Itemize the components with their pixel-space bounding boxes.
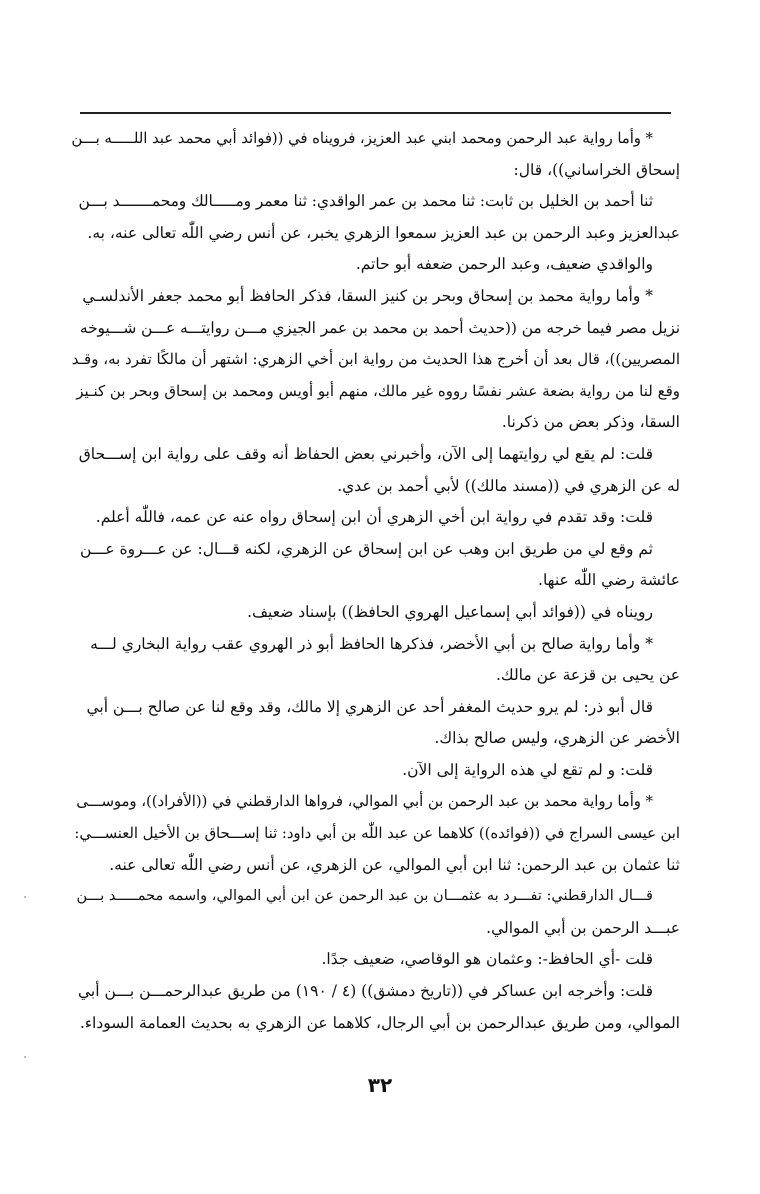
text-line: * وأما رواية محمد بن عبد الرحمن بن أبي الموالي، فرواها الدارقطني في ((الأفراد))، وموســـى [76,793,653,811]
text-line: ثنا أحمد بن الخليل بن ثابت: ثنا محمد بن عمر الواقدي: ثنا معمر ومـــــالك ومحمـــــــد بـــن [78,192,653,211]
page-number: ٣٢ [367,1073,393,1097]
text-line: ثم وقع لي من طريق ابن وهب عن ابن إسحاق عن الزهري، لكنه قـــال: عن عـــروة عـــن [79,539,653,558]
text-line: إسحاق الخراساني))، قال: [513,160,680,179]
text-line: قلت -أي الحافظ-: وعثمان هو الوقاصي، ضعيف جدًا. [321,950,653,969]
text-line: * وأما رواية عبد الرحمن ومحمد ابني عبد العزيز، فرويناه في ((فوائد أبي محمد عبد اللـــــه بـــن [71,130,653,147]
text-line: رويناه في ((فوائد أبي إسماعيل الهروي الحافظ)) بإسناد ضعيف. [247,602,653,621]
text-line: المصريين))، قال بعد أن أخرج هذا الحديث من رواية ابن أخي الزهري: اشتهر أن مالكًا تفرد به، وقـد [71,350,680,369]
text-line: قلت: وقد تقدم في رواية ابن أخي الزهري أن ابن إسحاق رواه عنه عن عمه، فاللّٰه أعلم. [95,508,653,527]
text-line: قلت: و لم تقع لي هذه الرواية إلى الآن. [402,760,653,779]
text-line: والواقدي ضعيف، وعبد الرحمن ضعفه أبو حاتم. [355,255,653,274]
text-line: قلت: لم يقع لي روايتهما إلى الآن، وأخبرني بعض الحفاظ أنه وقف على رواية ابن إســـحاق [78,444,653,463]
text-line: عبدالعزيز وعبد الرحمن بن عبد العزيز سمعوا الزهري يخبر، عن أنس رضي اللّٰه تعالى عنه، به. [87,223,680,242]
header-rule [80,112,671,114]
text-line: الأخضر عن الزهري، وليس صالح بذاك. [434,729,680,748]
text-line: ابن عيسى السراج في ((فوائده)) كلاهما عن عبد اللّٰه بن أبي داود: ثنا إســـحاق بن الأخيل العنســـي: [74,825,680,843]
text-line: عن يحيى بن قزعة عن مالك. [495,666,680,685]
scan-speck [24,896,26,898]
text-line: عائشة رضي اللّٰه عنها. [538,571,680,590]
text-line: وقع لنا من رواية بضعة عشر نفسًا رووه غير مالك، منهم أبو أويس ومحمد بن إسحاق وبحر بن كنـيز [76,381,680,400]
text-line: نزيل مصر فيما خرجه من ((حديث أحمد بن محمد بن عمر الجيزي مـــن روايتـــه عـــن شـــيوخه [79,318,680,337]
text-line: * وأما رواية محمد بن إسحاق وبحر بن كنيز السقا، فذكر الحافظ أبو محمد جعفر الأندلسـي [82,286,653,305]
page-body [72,123,680,1039]
text-line: ثنا عثمان بن عبد الرحمن: ثنا ابن أبي الموالي، عن الزهري، عن أنس رضي اللّٰه تعالى عنه. [109,855,680,874]
text-line: له عن الزهري في ((مسند مالك)) لأبي أحمد بن عدي. [337,476,680,495]
scan-speck [24,1056,26,1058]
text-line: قال أبو ذر: لم يرو حديث المغفر أحد عن الزهري إلا مالك، وقد وقع لنا عن صالح بـــن أبي [86,697,653,716]
text-line: * وأما رواية صالح بن أبي الأخضر، فذكرها الحافظ أبو ذر الهروي عقب رواية البخاري لـــه [90,634,653,653]
text-line: الموالي، ومن طريق عبدالرحمن بن أبي الرجال، كلاهما عن الزهري به بحديث العمامة السوداء. [79,1013,680,1032]
text-line: قلت: وأخرجه ابن عساكر في ((تاريخ دمشق)) (٤ / ١٩٠) من طريق عبدالرحمـــن بـــن أبي [78,982,653,1001]
text-line: قـــال الدارقطني: تفـــرد به عثمـــان بن عبد الرحمن عن ابن أبي الموالي، واسمه محمـــــد بـــن [76,888,653,905]
text-line: السقا، وذكر بعض من ذكرنا. [501,413,680,432]
text-line: عبـــد الرحمن بن أبي الموالي. [486,918,680,937]
